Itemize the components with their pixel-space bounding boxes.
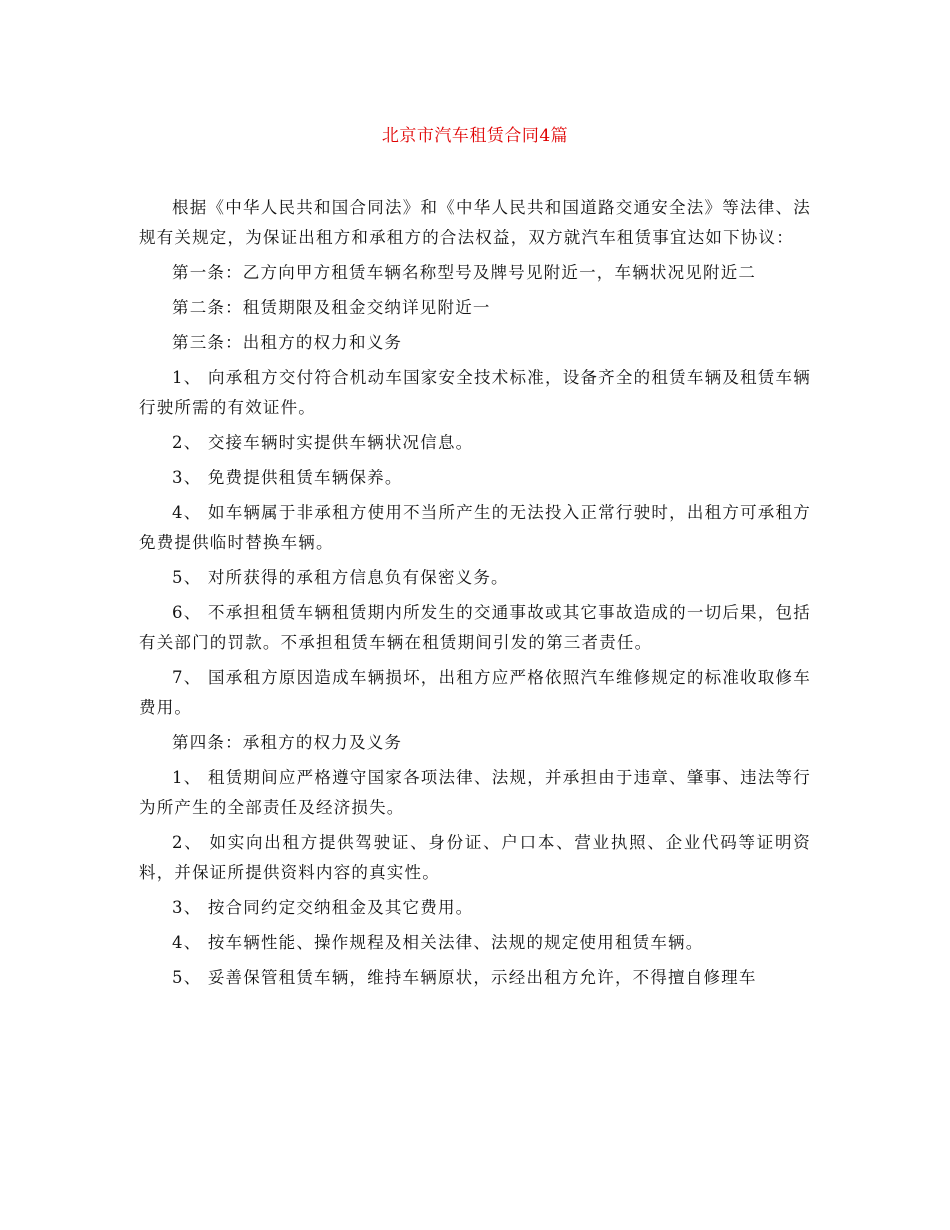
paragraph-article-3-heading: 第三条：出租方的权力和义务 [172, 333, 403, 352]
paragraph-lessee-item-5: 5、 妥善保管租赁车辆，维持车辆原状，示经出租方允许，不得擅自修理车 [172, 968, 757, 987]
paragraph-lessor-item-1: 1、 向承租方交付符合机动车国家安全技术标准，设备齐全的租赁车辆及租赁车辆行驶所需的有效证件。 [139, 368, 811, 417]
paragraph-lessee-item-2: 2、 如实向出租方提供驾驶证、身份证、户口本、营业执照、企业代码等证明资料，并保证所提供资料内容的真实性。 [139, 833, 811, 882]
paragraph-lessor-item-6: 6、 不承担租赁车辆租赁期内所发生的交通事故或其它事故造成的一切后果，包括有关部门的罚款。不承担租赁车辆在租赁期间引发的第三者责任。 [139, 603, 811, 652]
document-title: 北京市汽车租赁合同4篇 [381, 126, 569, 146]
paragraph-lessor-item-4: 4、 如车辆属于非承租方使用不当所产生的无法投入正常行驶时，出租方可承租方免费提供临时替换车辆。 [139, 503, 811, 552]
paragraph-article-2: 第二条：租赁期限及租金交纳详见附近一 [172, 298, 491, 317]
paragraph-lessor-item-5: 5、 对所获得的承租方信息负有保密义务。 [172, 568, 509, 587]
paragraph-article-1: 第一条：乙方向甲方租赁车辆名称型号及牌号见附近一，车辆状况见附近二 [172, 263, 757, 282]
paragraph-intro: 根据《中华人民共和国合同法》和《中华人民共和国道路交通安全法》等法律、法规有关规定，为保证出租方和承租方的合法权益，双方就汽车租赁事宜达如下协议： [139, 198, 811, 247]
paragraph-lessee-item-4: 4、 按车辆性能、操作规程及相关法律、法规的规定使用租赁车辆。 [172, 933, 704, 952]
paragraph-lessee-item-3: 3、 按合同约定交纳租金及其它费用。 [172, 898, 474, 917]
paragraph-lessor-item-3: 3、 免费提供租赁车辆保养。 [172, 468, 403, 487]
paragraph-lessor-item-2: 2、 交接车辆时实提供车辆状况信息。 [172, 433, 474, 452]
document-body [139, 193, 811, 998]
paragraph-lessor-item-7: 7、 国承租方原因造成车辆损坏，出租方应严格依照汽车维修规定的标准收取修车费用。 [139, 668, 811, 717]
paragraph-article-4-heading: 第四条：承租方的权力及义务 [172, 733, 403, 752]
paragraph-lessee-item-1: 1、 租赁期间应严格遵守国家各项法律、法规，并承担由于违章、肇事、违法等行为所产生的全部责任及经济损失。 [139, 768, 811, 817]
